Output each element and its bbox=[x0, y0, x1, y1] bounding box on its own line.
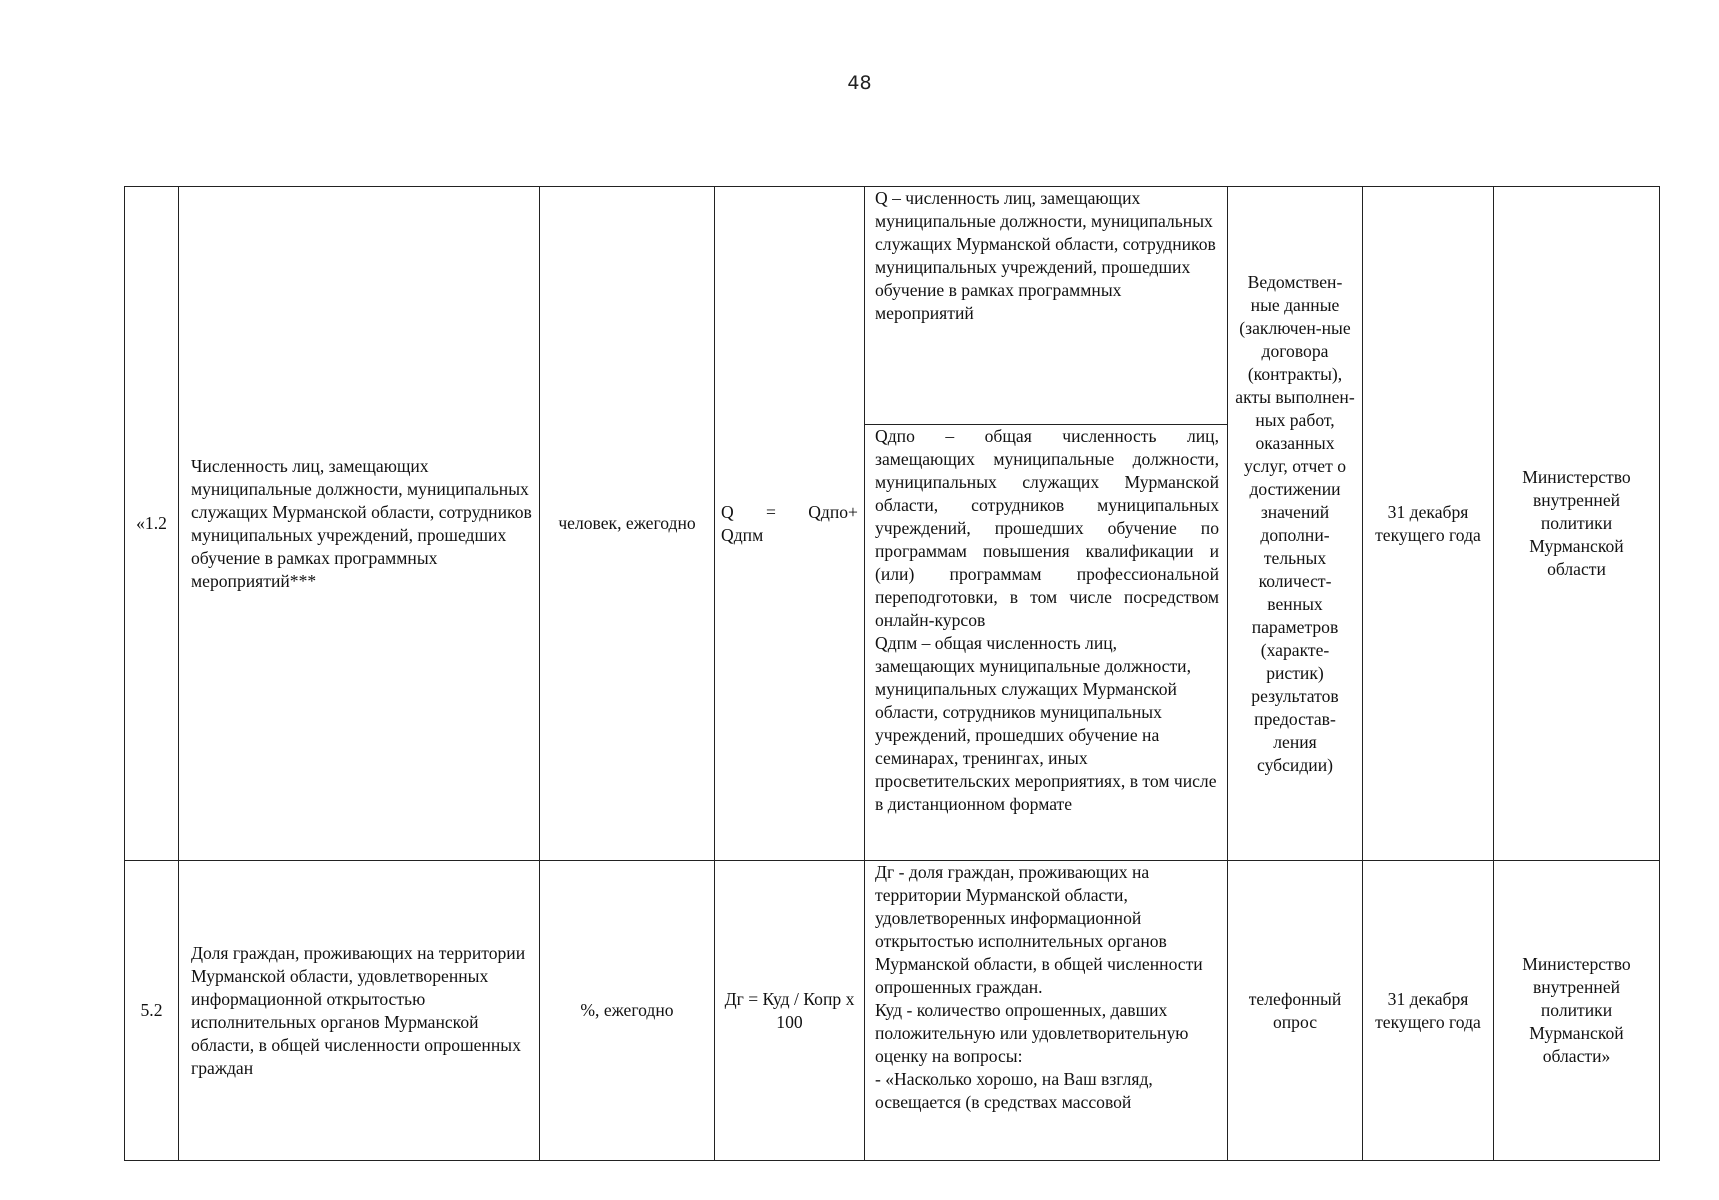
page-number: 48 bbox=[847, 72, 872, 94]
definition-cell: Q – численность лиц, замещающих муниципальные должности, муниципальных служащих Мурманской области, сотрудников муниципальных учреждений, прошедших обучение в рамках программных мероприятий bbox=[865, 187, 1228, 425]
indicator-name: Численность лиц, замещающих муниципальные должности, муниципальных служащих Мурманской области, сотрудников муниципальных учреждений, прошедших обучение в рамках программных мероприятий*** bbox=[179, 187, 540, 861]
table-row bbox=[125, 861, 1660, 1161]
indicator-formula bbox=[715, 187, 865, 861]
indicator-unit: %, ежегодно bbox=[540, 861, 715, 1161]
row-number: 5.2 bbox=[125, 861, 179, 1161]
indicator-formula: Дг = Куд / Копр х 100 bbox=[715, 861, 865, 1161]
formula-part: Qдпо+ bbox=[808, 501, 858, 522]
indicator-unit: человек, ежегодно bbox=[540, 187, 715, 861]
definition-paragraph: Qдпо – общая численность лиц, замещающих муниципальные должности, муниципальных служащих Мурманской области, сотрудников муниципальных учреждений, прошедших обучение по программам повышения квалификации и (или) программам профессиональной переподготовки, в том числе посредством онлайн-курсов bbox=[875, 426, 1219, 630]
definition-cell: Дг - доля граждан, проживающих на территории Мурманской области, удовлетворенных информационной открытостью исполнительных органов Мурманской области, в общей численности опрошенных граждан. Куд - количество опрошенных, давших положительную или удовлетворительную оценку на вопросы: - «Насколько хорошо, на Ваш взгляд, освещается (в средствах массовой bbox=[865, 861, 1228, 1161]
table-row bbox=[125, 187, 1660, 425]
row-number: «1.2 bbox=[125, 187, 179, 861]
indicators-table bbox=[124, 186, 1660, 1161]
formula-tail: Qдпм bbox=[721, 524, 764, 545]
responsible-body: Министерство внутренней политики Мурманской области bbox=[1494, 187, 1660, 861]
definition-cell bbox=[865, 425, 1228, 861]
responsible-body: Министерство внутренней политики Мурманской области» bbox=[1494, 861, 1660, 1161]
data-source: Ведомствен-ные данные (заключен-ные договора (контракты), акты выполнен-ных работ, оказанных услуг, отчет о достижении значений дополни-тельных количест-венных параметров (характе-ристик) результатов предостав-ления субсидии) bbox=[1228, 187, 1363, 861]
formula-part: = bbox=[765, 501, 776, 522]
formula-line bbox=[721, 501, 858, 524]
formula-part: Q bbox=[721, 501, 734, 522]
definition-paragraph: Qдпм – общая численность лиц, замещающих муниципальные должности, муниципальных служащих Мурманской области, сотрудников муниципальных учреждений, прошедших обучение на семинарах, тренингах, иных просветительских мероприятиях, в том числе в дистанционном формате bbox=[875, 633, 1217, 814]
data-source: телефонный опрос bbox=[1228, 861, 1363, 1161]
report-date: 31 декабря текущего года bbox=[1363, 861, 1494, 1161]
report-date: 31 декабря текущего года bbox=[1363, 187, 1494, 861]
indicator-name: Доля граждан, проживающих на территории Мурманской области, удовлетворенных информационной открытостью исполнительных органов Мурманской области, в общей численности опрошенных граждан bbox=[179, 861, 540, 1161]
